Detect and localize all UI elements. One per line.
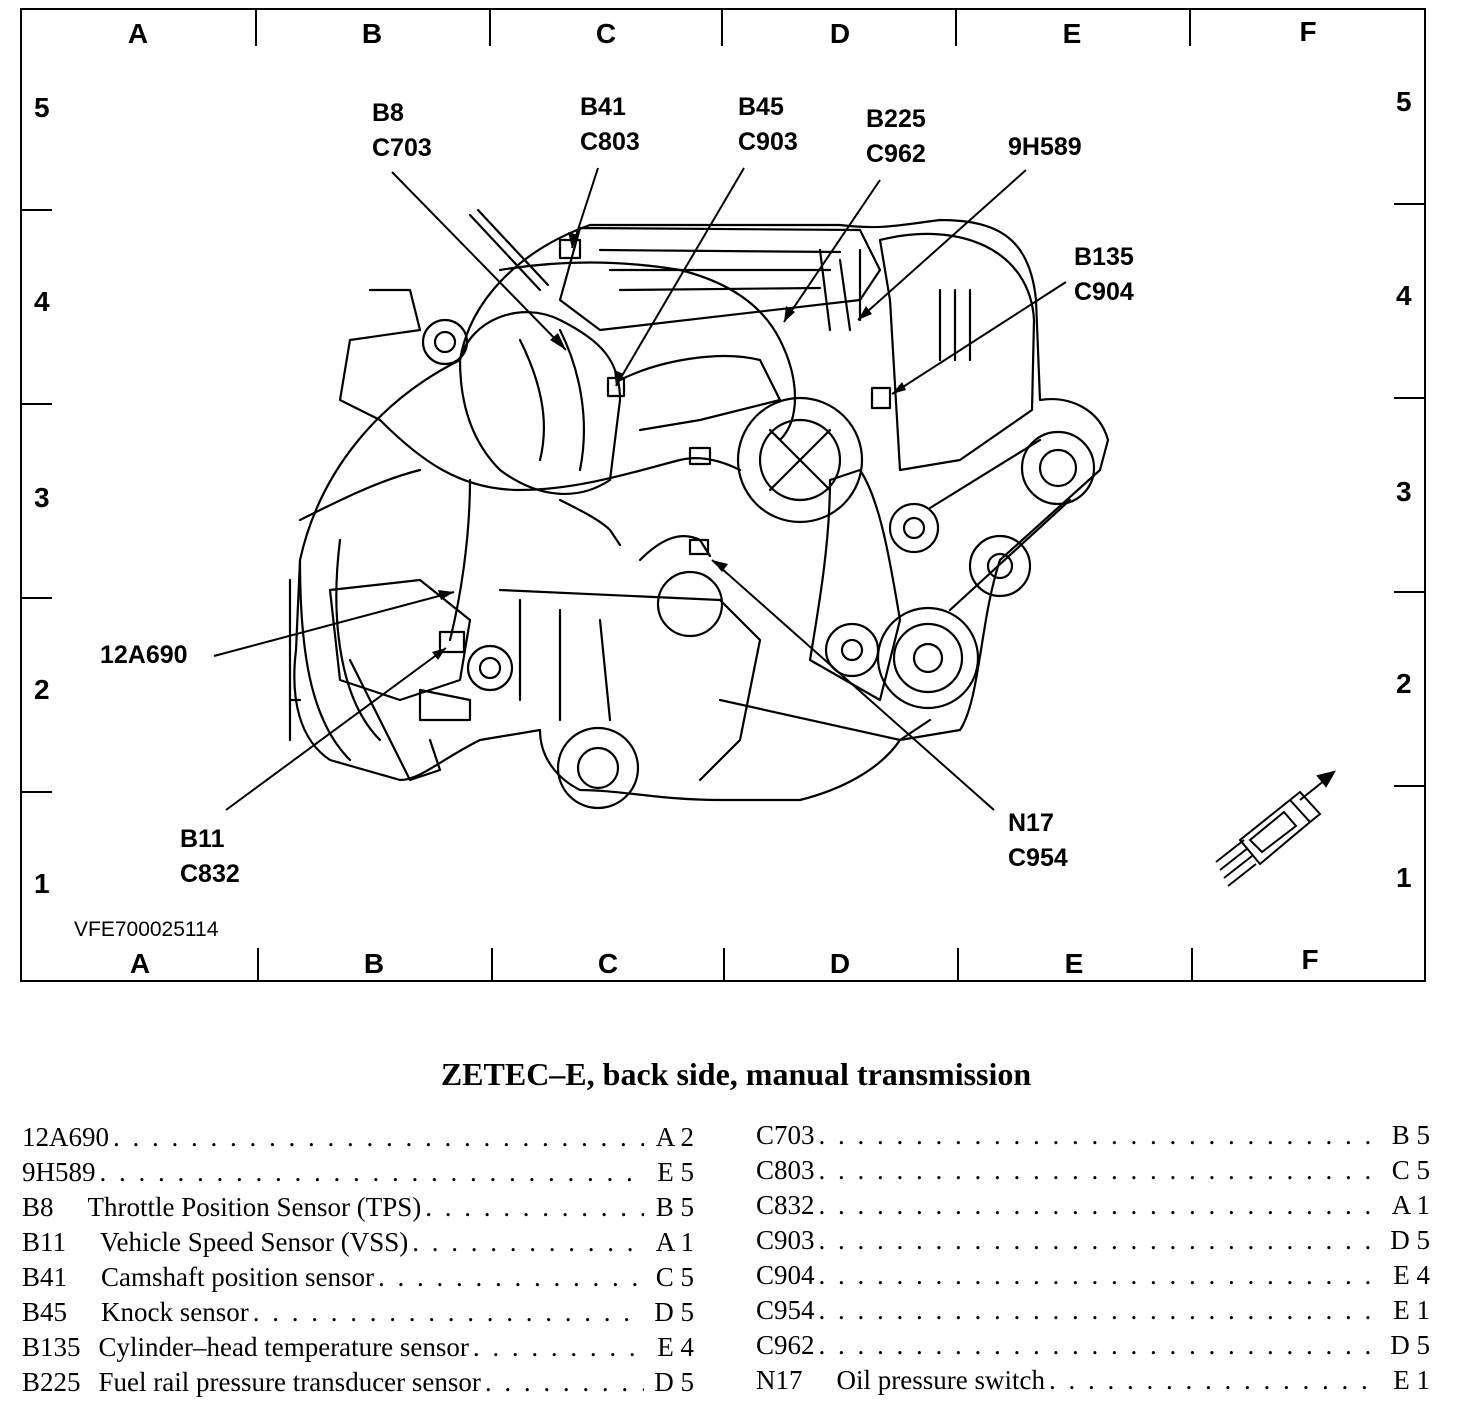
callout-b45	[738, 90, 798, 160]
legend-code: C954	[756, 1295, 815, 1325]
legend-item	[756, 1188, 1430, 1223]
legend-grid-ref: D 5	[1390, 1330, 1430, 1360]
col-label-top-c: C	[595, 18, 617, 49]
col-label-top-f: F	[1299, 16, 1317, 47]
legend-code: B41	[22, 1262, 68, 1292]
callout-b41-code: B41	[580, 93, 626, 121]
legend-code: N17	[756, 1365, 803, 1395]
legend-item	[22, 1190, 694, 1225]
legend-leader-dots	[485, 1365, 644, 1400]
col-label-bottom-e: E	[1064, 948, 1084, 979]
legend-code: 12A690	[22, 1122, 109, 1152]
legend-leader-dots	[113, 1120, 644, 1155]
row-label-right-1: 1	[1396, 862, 1412, 893]
callout-b135-code: B135	[1074, 243, 1134, 271]
legend-description: Oil pressure switch	[836, 1365, 1045, 1395]
legend-grid-ref: A 2	[655, 1122, 694, 1152]
legend-grid-ref: D 5	[654, 1367, 694, 1397]
legend-item	[22, 1260, 694, 1295]
legend-description: Fuel rail pressure transducer sensor	[98, 1367, 481, 1397]
col-label-top-a: A	[127, 18, 149, 49]
legend-grid-ref: D 5	[1390, 1225, 1430, 1255]
legend-leader-dots	[819, 1153, 1380, 1188]
legend-description: Knock sensor	[101, 1297, 249, 1327]
col-label-bottom-b: B	[363, 948, 385, 979]
legend-grid-ref: C 5	[1391, 1155, 1430, 1185]
callout-b135	[1074, 240, 1134, 310]
engine-outline	[290, 210, 1108, 808]
row-label-right-5: 5	[1396, 86, 1412, 117]
legend-leader-dots	[473, 1330, 644, 1365]
legend-grid-ref: D 5	[654, 1297, 694, 1327]
row-label-right-3: 3	[1396, 476, 1412, 507]
legend-code: C832	[756, 1190, 815, 1220]
legend-grid-ref: A 1	[655, 1227, 694, 1257]
col-label-bottom-c: C	[597, 948, 619, 979]
legend-leader-dots	[100, 1155, 645, 1190]
legend-grid-ref: E 1	[1393, 1295, 1430, 1325]
legend-description: Throttle Position Sensor (TPS)	[87, 1192, 422, 1222]
legend-item	[22, 1365, 694, 1400]
row-label-right-2: 2	[1396, 668, 1412, 699]
callout-b135-connector: C904	[1074, 278, 1134, 306]
legend-leader-dots	[378, 1260, 644, 1295]
callout-12a690-code: 12A690	[100, 641, 188, 669]
callout-b8-code: B8	[372, 99, 404, 127]
legend-item	[756, 1223, 1430, 1258]
legend-grid-ref: E 4	[1393, 1260, 1430, 1290]
legend-item	[756, 1153, 1430, 1188]
legend-grid-ref: B 5	[1391, 1120, 1430, 1150]
callout-b8	[372, 96, 432, 166]
callout-b225-code: B225	[866, 105, 926, 133]
callout-n17-code: N17	[1008, 809, 1054, 837]
figure-id: VFE700025114	[74, 918, 219, 941]
col-label-top-b: B	[361, 18, 383, 49]
callout-9h589-code: 9H589	[1008, 133, 1082, 161]
legend-code: C803	[756, 1155, 815, 1185]
row-label-left-4: 4	[34, 286, 50, 317]
legend-right	[756, 1118, 1430, 1398]
legend-code: B8	[22, 1192, 54, 1222]
legend-leader-dots	[819, 1328, 1380, 1363]
callout-b41	[580, 90, 640, 160]
legend-code: B11	[22, 1227, 67, 1257]
col-label-top-e: E	[1062, 18, 1082, 49]
legend-grid-ref: C 5	[655, 1262, 694, 1292]
callout-b45-connector: C903	[738, 128, 798, 156]
legend-leader-dots	[819, 1188, 1380, 1223]
legend-code: 9H589	[22, 1157, 96, 1187]
legend-item	[22, 1155, 694, 1190]
callout-12a690	[100, 638, 188, 673]
legend-description: Cylinder–head temperature sensor	[98, 1332, 469, 1362]
legend-item	[22, 1225, 694, 1260]
callout-n17	[1008, 806, 1068, 876]
callout-b225-connector: C962	[866, 140, 926, 168]
col-label-bottom-d: D	[829, 948, 851, 979]
callout-b8-connector: C703	[372, 134, 432, 162]
callout-n17-connector: C954	[1008, 844, 1068, 872]
legend-grid-ref: E 4	[657, 1332, 694, 1362]
callout-b11	[180, 822, 240, 892]
legend-leader-dots	[819, 1293, 1380, 1328]
callout-b11-code: B11	[180, 825, 225, 853]
legend-item	[756, 1363, 1430, 1398]
col-label-bottom-f: F	[1301, 944, 1319, 975]
legend-code: B225	[22, 1367, 81, 1397]
legend-code: B135	[22, 1332, 81, 1362]
callout-b45-code: B45	[738, 93, 784, 121]
legend-code: C962	[756, 1330, 815, 1360]
legend-item	[22, 1330, 694, 1365]
legend-code: C904	[756, 1260, 815, 1290]
legend-grid-ref: E 5	[657, 1157, 694, 1187]
callout-b225	[866, 102, 926, 172]
col-label-top-d: D	[829, 18, 851, 49]
legend-leader-dots	[253, 1295, 644, 1330]
legend-leader-dots	[819, 1223, 1380, 1258]
legend-item	[756, 1328, 1430, 1363]
legend-item	[756, 1258, 1430, 1293]
legend-leader-dots	[1049, 1363, 1380, 1398]
col-label-bottom-a: A	[129, 948, 151, 979]
legend-leader-dots	[425, 1190, 644, 1225]
legend-item	[22, 1120, 694, 1155]
legend-item	[22, 1295, 694, 1330]
legend-leader-dots	[819, 1118, 1380, 1153]
legend-code: B45	[22, 1297, 68, 1327]
legend-grid-ref: A 1	[1391, 1190, 1430, 1220]
legend-grid-ref: B 5	[655, 1192, 694, 1222]
row-label-left-2: 2	[34, 674, 50, 705]
legend-item	[756, 1293, 1430, 1328]
row-label-left-1: 1	[34, 868, 50, 899]
connector-icon	[1216, 772, 1334, 886]
legend-leader-dots	[819, 1258, 1380, 1293]
legend-left	[22, 1120, 694, 1400]
callout-9h589	[1008, 130, 1082, 165]
callout-b41-connector: C803	[580, 128, 640, 156]
row-label-left-3: 3	[34, 482, 50, 513]
row-label-right-4: 4	[1396, 280, 1412, 311]
legend-description: Vehicle Speed Sensor (VSS)	[100, 1227, 409, 1257]
legend-leader-dots	[412, 1225, 644, 1260]
legend-description: Camshaft position sensor	[101, 1262, 374, 1292]
legend-item	[756, 1118, 1430, 1153]
legend-code: C903	[756, 1225, 815, 1255]
callout-b11-connector: C832	[180, 860, 240, 888]
legend-code: C703	[756, 1120, 815, 1150]
diagram-title: ZETEC–E, back side, manual transmission	[440, 1056, 1032, 1092]
row-label-left-5: 5	[34, 92, 50, 123]
legend-grid-ref: E 1	[1393, 1365, 1430, 1395]
